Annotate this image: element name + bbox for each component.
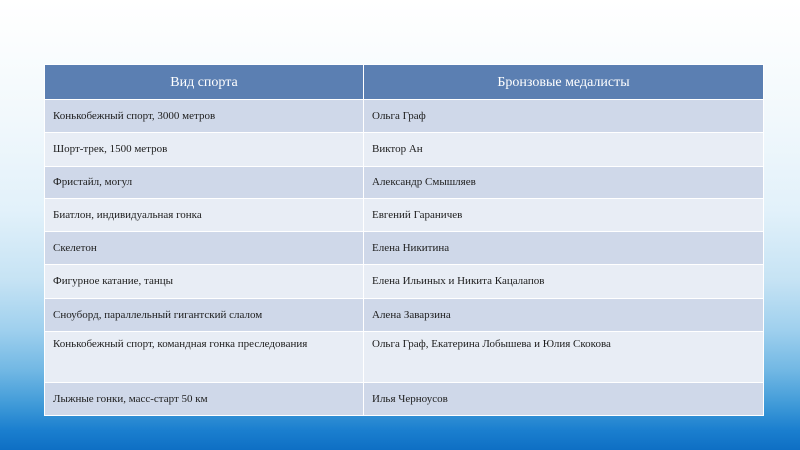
cell-medalists: Алена Заварзина bbox=[364, 299, 764, 332]
cell-medalists: Елена Никитина bbox=[364, 232, 764, 265]
cell-medalists: Виктор Ан bbox=[364, 133, 764, 167]
table-row bbox=[45, 100, 764, 133]
table-row bbox=[45, 199, 764, 232]
cell-sport: Шорт-трек, 1500 метров bbox=[45, 133, 364, 167]
cell-sport: Лыжные гонки, масс-старт 50 км bbox=[45, 383, 364, 416]
cell-medalists: Александр Смышляев bbox=[364, 167, 764, 199]
table-row bbox=[45, 133, 764, 167]
cell-sport: Фигурное катание, танцы bbox=[45, 265, 364, 299]
cell-sport: Фристайл, могул bbox=[45, 167, 364, 199]
cell-sport: Сноуборд, параллельный гигантский слалом bbox=[45, 299, 364, 332]
table-row bbox=[45, 383, 764, 416]
cell-medalists: Ольга Граф, Екатерина Лобышева и Юлия Скокова bbox=[364, 332, 764, 383]
bronze-medalists-table bbox=[44, 64, 764, 416]
table-row bbox=[45, 167, 764, 199]
cell-sport: Конькобежный спорт, командная гонка преследования bbox=[45, 332, 364, 383]
header-medalists: Бронзовые медалисты bbox=[364, 65, 764, 100]
table-row bbox=[45, 332, 764, 383]
cell-sport: Скелетон bbox=[45, 232, 364, 265]
cell-medalists: Ольга Граф bbox=[364, 100, 764, 133]
cell-sport: Биатлон, индивидуальная гонка bbox=[45, 199, 364, 232]
cell-medalists: Илья Черноусов bbox=[364, 383, 764, 416]
table-row bbox=[45, 265, 764, 299]
table-row bbox=[45, 299, 764, 332]
cell-sport: Конькобежный спорт, 3000 метров bbox=[45, 100, 364, 133]
cell-medalists: Евгений Гараничев bbox=[364, 199, 764, 232]
cell-medalists: Елена Ильиных и Никита Кацалапов bbox=[364, 265, 764, 299]
header-sport: Вид спорта bbox=[45, 65, 364, 100]
table-header-row bbox=[45, 65, 764, 100]
table-row bbox=[45, 232, 764, 265]
